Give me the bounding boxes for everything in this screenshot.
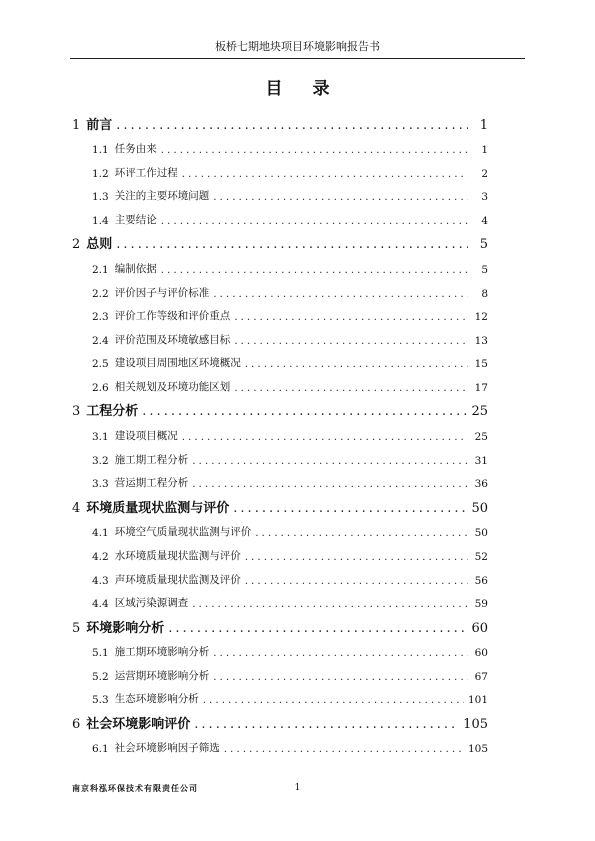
toc-entry-number: 4 <box>72 500 81 516</box>
toc-entry-page: 2 <box>481 167 488 180</box>
toc-section-entry[interactable] <box>72 659 488 683</box>
toc-entry-label: 编制依据 <box>114 262 157 275</box>
toc-dot-leader <box>203 694 464 706</box>
footer-company: 南京科泓环保技术有限责任公司 <box>72 783 198 793</box>
toc-chapter-entry[interactable] <box>72 610 488 636</box>
toc-entry-label: 环评工作过程 <box>114 166 178 179</box>
toc-entry-page: 60 <box>471 620 488 636</box>
page-title: 目录 <box>265 79 360 99</box>
toc-section-entry[interactable] <box>72 732 488 756</box>
toc-entry-number: 4.3 <box>92 574 109 587</box>
toc-entry-number: 5.2 <box>92 670 109 683</box>
toc-entry-number: 1.3 <box>92 191 109 204</box>
toc-entry-label: 生态环境影响分析 <box>114 693 199 706</box>
toc-section-entry[interactable] <box>72 370 488 394</box>
toc-section-entry[interactable] <box>72 539 488 563</box>
toc-entry-page: 101 <box>467 694 488 707</box>
toc-entry-label: 相关规划及环境功能区划 <box>114 380 231 393</box>
toc-entry-number: 1.1 <box>92 144 109 157</box>
toc-dot-leader <box>161 144 468 156</box>
toc-entry-page: 59 <box>474 598 488 611</box>
toc-entry-page: 15 <box>474 358 488 371</box>
toc-dot-leader <box>192 478 468 490</box>
toc-entry-number: 2.2 <box>92 287 109 300</box>
header-text: 板桥七期地块项目环境影响报告书 <box>215 40 380 53</box>
toc-entry-page: 60 <box>474 647 488 660</box>
toc-entry-number: 6 <box>72 716 81 732</box>
toc-entry-label: 评价范围及环境敏感目标 <box>114 333 231 346</box>
toc-entry-number: 2.3 <box>92 311 109 324</box>
toc-dot-leader <box>116 237 468 252</box>
footer-page-number: 1 <box>294 783 301 793</box>
toc-section-entry[interactable] <box>72 587 488 611</box>
toc-entry-number: 3.2 <box>92 454 109 467</box>
toc-section-entry[interactable] <box>72 133 488 157</box>
toc-entry-number: 3.1 <box>92 431 109 444</box>
toc-entry-label: 社会环境影响评价 <box>86 716 191 732</box>
toc-entry-number: 1.2 <box>92 167 109 180</box>
toc-entry-page: 12 <box>474 311 488 324</box>
toc-entry-page: 25 <box>474 431 488 444</box>
toc-dot-leader <box>224 743 464 755</box>
toc-dot-leader <box>245 358 468 370</box>
toc-entry-label: 评价工作等级和评价重点 <box>114 310 231 323</box>
toc-entry-label: 任务由来 <box>114 143 157 156</box>
toc-entry-page: 1 <box>479 117 488 133</box>
toc-entry-label: 环境空气质量现状监测与评价 <box>114 526 252 539</box>
toc-section-entry[interactable] <box>72 300 488 324</box>
toc-chapter-entry[interactable] <box>72 107 488 133</box>
toc-dot-leader <box>233 501 467 516</box>
toc-entry-label: 评价因子与评价标准 <box>114 286 210 299</box>
toc-entry-page: 31 <box>474 454 488 467</box>
toc-entry-page: 5 <box>479 237 488 253</box>
toc-entry-label: 总则 <box>86 237 113 253</box>
toc-dot-leader <box>213 191 468 203</box>
toc-section-entry[interactable] <box>72 683 488 707</box>
toc-entry-label: 水环境质量现状监测与评价 <box>114 549 241 562</box>
toc-entry-page: 17 <box>474 381 488 394</box>
toc-entry-label: 声环境质量现状监测及评价 <box>114 573 241 586</box>
toc-dot-leader <box>116 118 468 133</box>
toc-entry-number: 2.6 <box>92 381 109 394</box>
toc-entry-label: 环境影响分析 <box>86 620 165 636</box>
toc-section-entry[interactable] <box>72 419 488 443</box>
toc-dot-leader <box>234 335 468 347</box>
toc-entry-number: 1 <box>72 117 81 133</box>
toc-section-entry[interactable] <box>72 180 488 204</box>
toc-entry-page: 1 <box>481 144 488 157</box>
toc-chapter-entry[interactable] <box>72 706 488 732</box>
toc-entry-number: 4.1 <box>92 527 109 540</box>
toc-section-entry[interactable] <box>72 156 488 180</box>
toc-entry-label: 社会环境影响因子筛选 <box>114 742 220 755</box>
toc-entry-label: 建设项目概况 <box>114 430 178 443</box>
toc-entry-page: 50 <box>471 500 488 516</box>
toc-dot-leader <box>192 455 468 467</box>
toc-section-entry[interactable] <box>72 252 488 276</box>
toc-dot-leader <box>182 168 468 180</box>
toc-entry-page: 4 <box>481 214 488 227</box>
toc-section-entry[interactable] <box>72 443 488 467</box>
toc-dot-leader <box>255 527 468 539</box>
toc-dot-leader <box>168 621 467 636</box>
toc-dot-leader <box>234 311 468 323</box>
toc-entry-page: 8 <box>481 287 488 300</box>
toc-entry-page: 105 <box>463 716 488 732</box>
toc-section-entry[interactable] <box>72 516 488 540</box>
toc-dot-leader <box>142 404 467 419</box>
toc-entry-label: 营运期工程分析 <box>114 477 189 490</box>
toc-chapter-entry[interactable] <box>72 490 488 516</box>
toc-entry-label: 主要结论 <box>114 213 157 226</box>
toc-entry-number: 1.4 <box>92 214 109 227</box>
toc-section-entry[interactable] <box>72 563 488 587</box>
toc-dot-leader <box>182 431 468 443</box>
toc-entry-page: 36 <box>474 478 488 491</box>
toc-entry-label: 施工期环境影响分析 <box>114 646 210 659</box>
toc-entry-page: 67 <box>474 670 488 683</box>
toc-dot-leader <box>161 264 468 276</box>
toc-entry-label: 运营期环境影响分析 <box>114 669 210 682</box>
toc-dot-leader <box>194 717 459 732</box>
page-header <box>70 38 525 59</box>
toc-entry-number: 5.3 <box>92 694 109 707</box>
toc-entry-number: 3.3 <box>92 478 109 491</box>
toc-dot-leader <box>161 215 468 227</box>
table-of-contents <box>72 107 488 755</box>
toc-entry-number: 3 <box>72 404 81 420</box>
toc-entry-number: 4.4 <box>92 598 109 611</box>
toc-entry-label: 关注的主要环境问题 <box>114 190 210 203</box>
toc-entry-page: 52 <box>474 550 488 563</box>
toc-section-entry[interactable] <box>72 636 488 660</box>
toc-section-entry[interactable] <box>72 323 488 347</box>
toc-entry-number: 4.2 <box>92 550 109 563</box>
toc-entry-page: 13 <box>474 334 488 347</box>
toc-entry-page: 56 <box>474 574 488 587</box>
toc-entry-label: 前言 <box>86 117 113 133</box>
toc-chapter-entry[interactable] <box>72 394 488 420</box>
toc-entry-label: 施工期工程分析 <box>114 453 189 466</box>
toc-section-entry[interactable] <box>72 347 488 371</box>
toc-dot-leader <box>192 598 468 610</box>
toc-entry-label: 环境质量现状监测与评价 <box>86 500 230 516</box>
toc-dot-leader <box>234 382 468 394</box>
toc-entry-number: 2 <box>72 237 81 253</box>
toc-entry-page: 5 <box>481 263 488 276</box>
toc-dot-leader <box>245 551 468 563</box>
toc-section-entry[interactable] <box>72 203 488 227</box>
toc-entry-label: 建设项目周围地区环境概况 <box>114 357 241 370</box>
toc-entry-number: 2.4 <box>92 334 109 347</box>
toc-chapter-entry[interactable] <box>72 227 488 253</box>
toc-entry-number: 5.1 <box>92 647 109 660</box>
toc-entry-number: 6.1 <box>92 743 109 756</box>
toc-entry-page: 3 <box>481 191 488 204</box>
toc-dot-leader <box>213 671 468 683</box>
toc-dot-leader <box>245 575 468 587</box>
toc-entry-page: 105 <box>467 743 488 756</box>
toc-entry-number: 2.5 <box>92 358 109 371</box>
toc-dot-leader <box>213 288 468 300</box>
toc-dot-leader <box>213 647 468 659</box>
toc-entry-label: 区域污染源调查 <box>114 597 189 610</box>
toc-entry-label: 工程分析 <box>86 404 139 420</box>
toc-section-entry[interactable] <box>72 276 488 300</box>
toc-entry-page: 25 <box>471 404 488 420</box>
toc-entry-number: 2.1 <box>92 263 109 276</box>
toc-entry-number: 5 <box>72 620 81 636</box>
toc-entry-page: 50 <box>474 527 488 540</box>
toc-section-entry[interactable] <box>72 467 488 491</box>
